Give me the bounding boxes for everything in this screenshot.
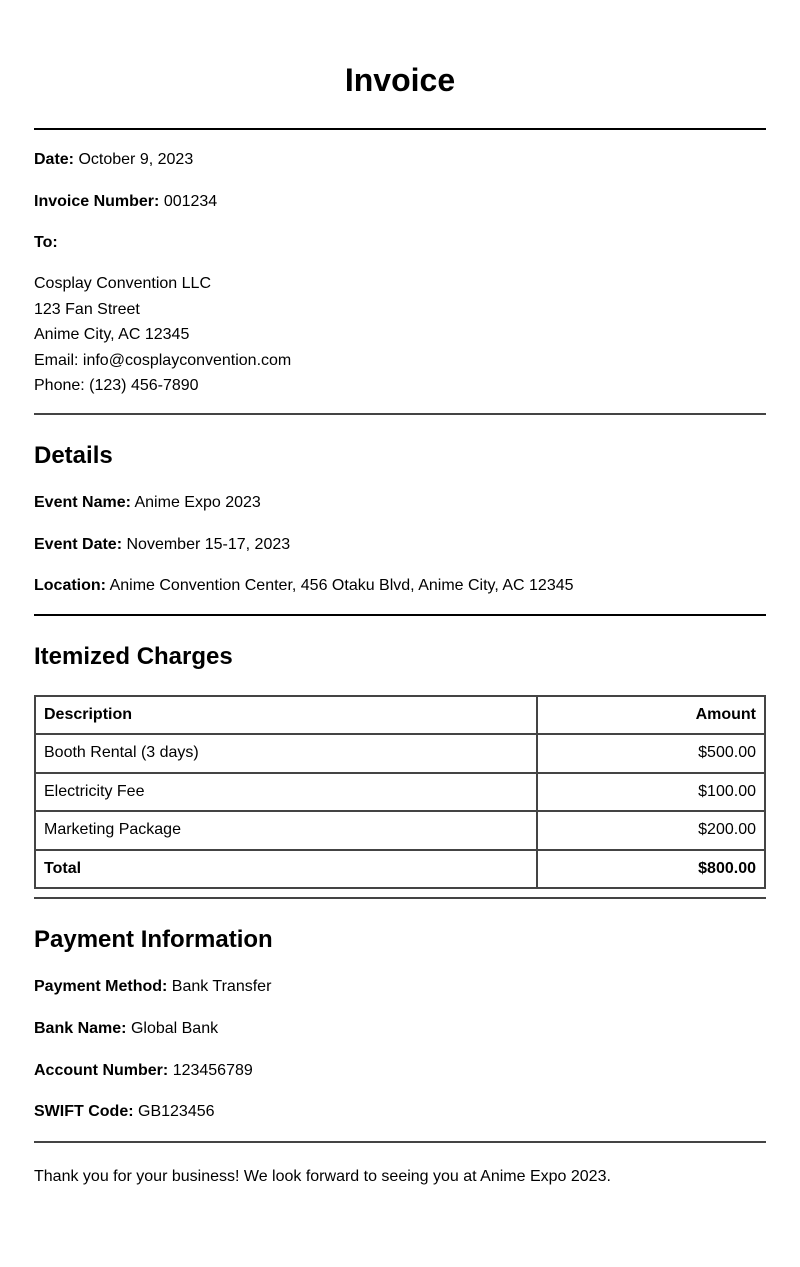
invoice-date-value: October 9, 2023 [78,151,194,168]
event-location-label: Location: [34,576,106,594]
recipient-heading [34,233,766,253]
thank-you-note: Thank you for your business! We look forward to seeing you at Anime Expo 2023. [34,1168,611,1185]
details-heading: Details [34,441,113,469]
payment-heading: Payment Information [34,926,273,953]
payment-method-label: Payment Method: [34,978,168,995]
table-row [35,773,765,812]
event-location-value: Anime Convention Center, 456 Otaku Blvd, Anime City, AC 12345 [109,576,574,594]
invoice-number [34,192,766,212]
recipient-street: 123 Fan Street [34,300,140,318]
bank-name [34,1019,766,1039]
recipient-phone: Phone: (123) 456-7890 [34,377,199,394]
event-date [34,535,766,555]
swift-code [34,1102,766,1122]
charges-table [34,695,766,890]
payment-method-value: Bank Transfer [171,978,272,995]
total-amount: $800.00 [537,850,765,889]
payment-method [34,977,766,997]
event-date-value: November 15-17, 2023 [126,535,291,553]
event-name-value: Anime Expo 2023 [134,493,261,511]
column-header-description: Description [35,696,537,735]
event-date-label: Event Date: [34,535,123,553]
column-header-amount: Amount [537,696,765,735]
recipient-city: Anime City, AC 12345 [34,326,190,343]
account-number-label: Account Number: [34,1062,169,1079]
page-title: Invoice [344,62,456,98]
total-row [35,850,765,889]
invoice-document [34,0,766,1187]
charges-heading: Itemized Charges [34,642,233,670]
invoice-date [34,150,766,170]
charge-amount: $500.00 [537,734,765,773]
table-row [35,811,765,850]
charge-description: Marketing Package [35,811,537,850]
recipient-name: Cosplay Convention LLC [34,275,211,292]
charge-amount: $200.00 [537,811,765,850]
account-number-value: 123456789 [172,1062,253,1079]
account-number [34,1061,766,1081]
invoice-number-value: 001234 [163,193,218,210]
recipient-email: Email: info@cosplayconvention.com [34,351,292,369]
charge-description: Booth Rental (3 days) [35,734,537,773]
recipient-address [34,271,766,399]
table-header-row [35,696,765,735]
event-location [34,576,766,596]
charge-description: Electricity Fee [35,773,537,812]
swift-code-label: SWIFT Code: [34,1103,134,1120]
total-label: Total [35,850,537,889]
bank-name-label: Bank Name: [34,1020,127,1037]
invoice-date-label: Date: [34,151,75,168]
event-name-label: Event Name: [34,493,131,511]
event-name [34,493,766,513]
swift-code-value: GB123456 [138,1103,215,1120]
bank-name-value: Global Bank [130,1020,219,1037]
invoice-number-label: Invoice Number: [34,193,160,210]
table-row [35,734,765,773]
charge-amount: $100.00 [537,773,765,812]
recipient-label: To: [34,234,58,251]
